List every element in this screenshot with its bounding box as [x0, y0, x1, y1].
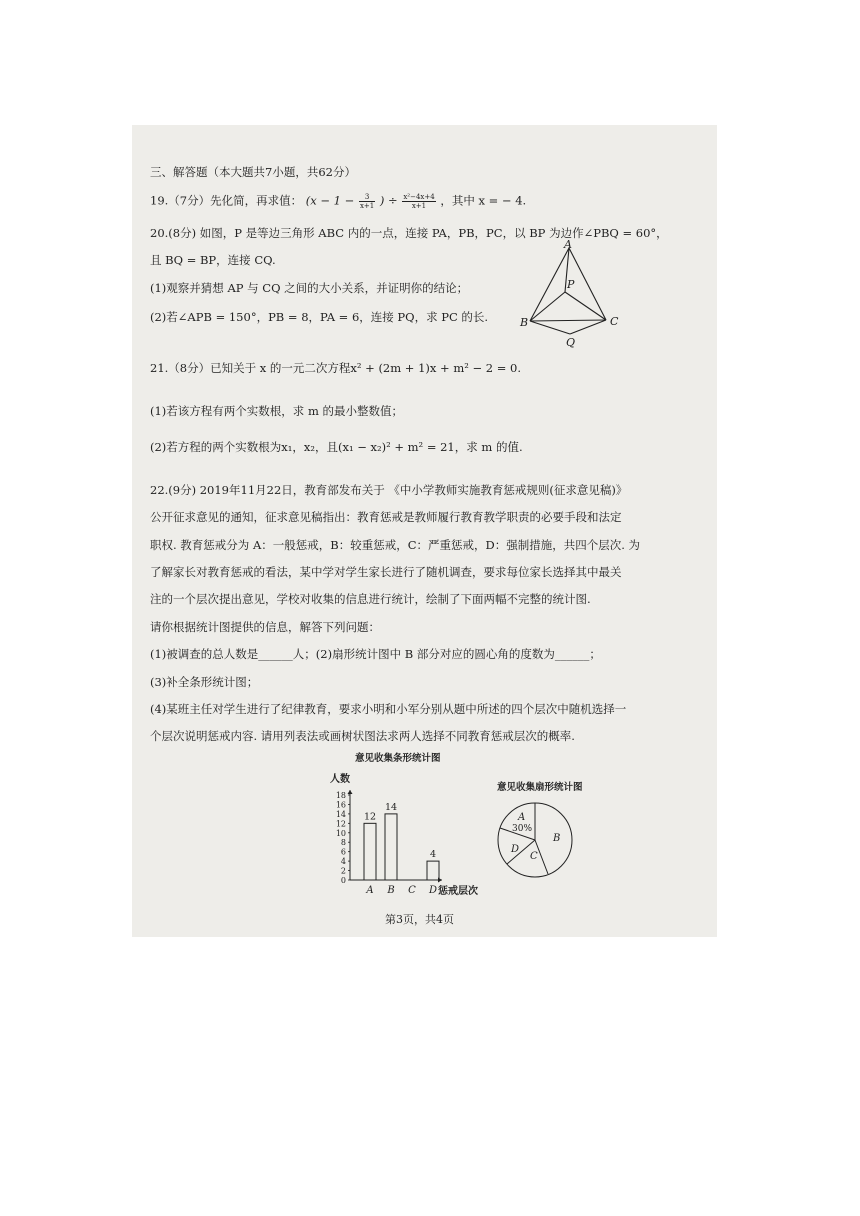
q21-line-3: (2)若方程的两个实数根为x₁，x₂，且(x₁ − x₂)² + m² = 21，求 m 的值. — [150, 440, 523, 454]
bar-chart-title: 意见收集条形统计图 — [355, 753, 441, 764]
label-a: A — [564, 240, 572, 251]
q20-line-3: (1)观察并猜想 AP 与 CQ 之间的大小关系，并证明你的结论； — [150, 281, 469, 295]
edge-ab — [530, 248, 569, 321]
y-tick-label: 10 — [335, 828, 346, 838]
y-tick-label: 6 — [340, 847, 346, 857]
bar-chart — [320, 770, 490, 900]
segment-pb — [530, 292, 565, 321]
y-tick-label: 14 — [335, 809, 346, 819]
pie-percent-a: 30% — [512, 824, 533, 834]
q21-line-2: (1)若该方程有两个实数根，求 m 的最小整数值； — [150, 404, 404, 418]
pie-chart — [490, 795, 580, 885]
y-tick-label: 18 — [335, 791, 346, 800]
bar-a — [364, 823, 376, 880]
q22-line-9: (4)某班主任对学生进行了纪律教育，要求小明和小军分别从题中所述的四个层次中随机选择一 — [150, 702, 627, 716]
category-b: B — [387, 885, 395, 896]
q22-line-10: 个层次说明惩戒内容. 请用列表法或画树状图法求两人选择不同教育惩戒层次的概率. — [150, 729, 575, 743]
label-b: B — [520, 316, 529, 329]
q19-lead: 19.（7分）先化简，再求值： — [150, 193, 303, 208]
q22-line-5: 注的一个层次提出意见，学校对收集的信息进行统计，绘制了下面两幅不完整的统计图. — [150, 592, 591, 606]
q20-line-2: 且 BQ = BP，连接 CQ. — [150, 253, 276, 267]
q22-line-3: 职权. 教育惩戒分为 A：一般惩戒，B：较重惩戒，C：严重惩戒，D：强制措施，共四个层次. 为 — [150, 538, 641, 552]
label-p: P — [567, 278, 575, 291]
bar-label-b: 14 — [384, 801, 398, 813]
q22-line-4: 了解家长对教育惩戒的看法，某中学对学生家长进行了随机调查，要求每位家长选择其中最关 — [150, 565, 622, 579]
triangle-figure — [510, 240, 635, 350]
q22-line-1: 22.(9分) 2019年11月22日，教育部发布关于 《中小学教师实施教育惩戒规则(征求意见稿)》 — [150, 483, 628, 497]
question-19 — [150, 193, 526, 210]
q22-line-6: 请你根据统计图提供的信息，解答下列问题： — [150, 620, 380, 634]
bar-d — [427, 861, 439, 880]
segment-cq — [570, 320, 606, 334]
q20-line-1: 20.(8分) 如图，P 是等边三角形 ABC 内的一点，连接 PA，PB，PC，以 BP 为边作∠PBQ = 60°， — [150, 226, 668, 240]
q19-f2-den: x+1 — [411, 202, 427, 210]
section-heading: 三、解答题（本大题共7小题，共62分） — [150, 165, 356, 179]
pie-label-d: D — [511, 844, 520, 855]
y-tick-label: 8 — [340, 838, 346, 848]
q21-line-1: 21.（8分）已知关于 x 的一元二次方程x² + (2m + 1)x + m² − 2 = 0. — [150, 361, 522, 375]
edge-ac — [569, 248, 606, 320]
y-tick-label: 4 — [340, 857, 346, 867]
q19-f1-den: x+1 — [359, 202, 375, 210]
q19-tail: ，其中 x = − 4. — [440, 193, 527, 208]
q22-line-7: (1)被调查的总人数是______人；(2)扇形统计图中 B 部分对应的圆心角的度数为______； — [150, 647, 601, 661]
q19-fraction-1 — [359, 193, 375, 210]
pie-label-a: A — [518, 812, 526, 823]
bar-label-a: 12 — [363, 811, 377, 823]
edge-bc — [530, 320, 606, 321]
q19-mid: ) ÷ — [379, 193, 402, 208]
q19-open: (x − 1 − — [305, 193, 358, 208]
y-tick-label: 12 — [335, 819, 346, 829]
label-c: C — [610, 315, 619, 328]
y-tick-label: 0 — [340, 876, 346, 885]
y-axis-arrow — [348, 790, 353, 794]
q22-line-2: 公开征求意见的通知，征求意见稿指出：教育惩戒是教师履行教育教学职责的必要手段和法定 — [150, 510, 622, 524]
q20-line-4: (2)若∠APB = 150°，PB = 8，PA = 6，连接 PQ，求 PC 的长. — [150, 310, 489, 324]
category-c: C — [408, 885, 416, 896]
label-q: Q — [566, 336, 576, 349]
pie-label-c: C — [530, 851, 538, 862]
bar-chart-ylabel: 人数 — [330, 774, 350, 785]
q22-line-8: (3)补全条形统计图； — [150, 675, 259, 689]
bar-chart-categories — [365, 885, 437, 896]
bar-b — [385, 814, 397, 880]
bar-label-d: 4 — [429, 849, 437, 861]
y-tick-label: 2 — [340, 866, 346, 876]
pie-label-b: B — [553, 833, 561, 844]
q19-fraction-2 — [402, 193, 435, 210]
pie-chart-title: 意见收集扇形统计图 — [497, 782, 583, 793]
y-tick-label: 16 — [335, 800, 346, 810]
segment-bq — [530, 321, 570, 334]
category-d: D — [428, 885, 438, 896]
category-a: A — [366, 885, 374, 896]
bar-chart-bars — [364, 802, 439, 880]
page-footer: 第3页，共4页 — [385, 913, 454, 926]
q19-f1-num: 3 — [359, 193, 375, 202]
bar-chart-yticks — [336, 791, 350, 885]
segment-pc — [565, 292, 606, 320]
bar-chart-xlabel: 惩戒层次 — [438, 886, 478, 897]
q19-f2-num: x²−4x+4 — [403, 193, 435, 201]
